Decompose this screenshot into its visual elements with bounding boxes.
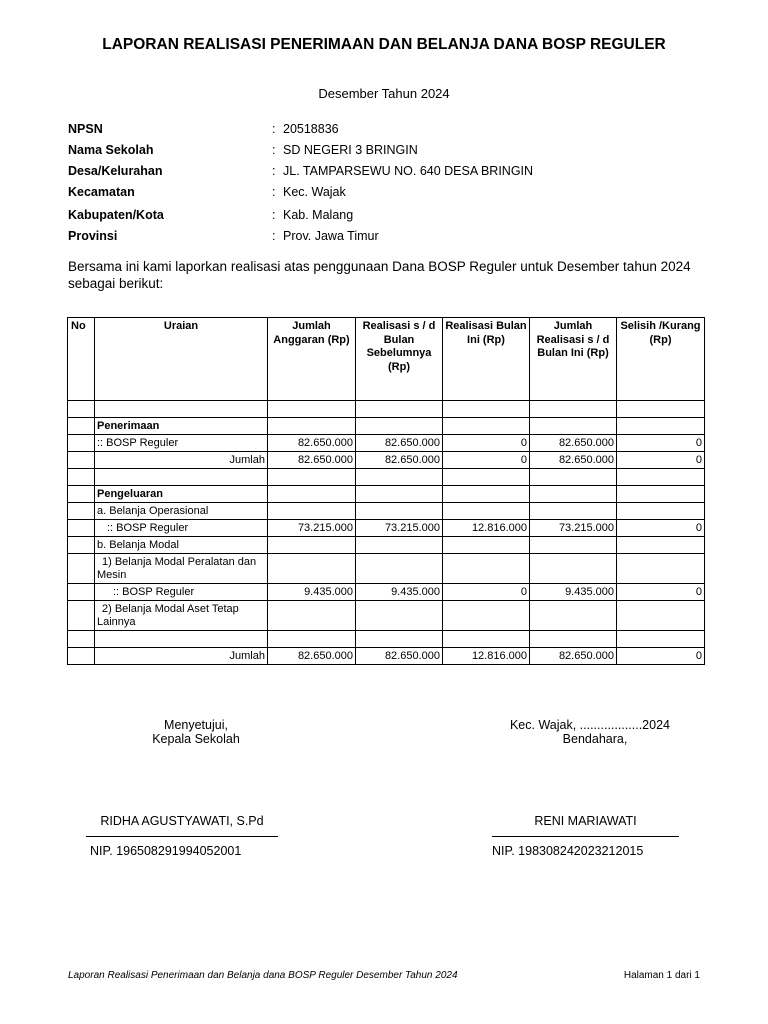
col-header-anggaran: Jumlah Anggaran (Rp) bbox=[268, 318, 356, 401]
table-row bbox=[68, 520, 705, 537]
intro-paragraph: Bersama ini kami laporkan realisasi atas penggunaan Dana BOSP Reguler untuk Desember tahun 2024 sebagai berikut: bbox=[68, 259, 691, 291]
table-row-empty bbox=[68, 401, 705, 418]
cell-selisih: 0 bbox=[617, 452, 705, 469]
cell-selisih: 0 bbox=[617, 435, 705, 452]
signer-role: Bendahara, bbox=[562, 732, 628, 746]
signature-block-right bbox=[500, 718, 670, 746]
table-row bbox=[68, 601, 705, 631]
cell-anggaran: 82.650.000 bbox=[268, 435, 356, 452]
cell-anggaran: 73.215.000 bbox=[268, 520, 356, 537]
col-header-realisasi-bulan: Realisasi Bulan Ini (Rp) bbox=[443, 318, 530, 401]
info-label: Kecamatan bbox=[68, 185, 135, 199]
cell-bulan: 0 bbox=[443, 584, 530, 601]
place-date: Kec. Wajak, ..................2024 bbox=[509, 718, 670, 732]
info-label: Desa/Kelurahan bbox=[68, 164, 163, 178]
signature-block-left bbox=[136, 718, 256, 746]
cell-sebelum: 82.650.000 bbox=[356, 435, 443, 452]
cell-selisih: 0 bbox=[617, 648, 705, 665]
info-value: 20518836 bbox=[283, 122, 339, 136]
report-period: Desember Tahun 2024 bbox=[318, 86, 450, 101]
cell-bulan: 12.816.000 bbox=[443, 520, 530, 537]
footer-document-title: Laporan Realisasi Penerimaan dan Belanja dana BOSP Reguler Desember Tahun 2024 bbox=[68, 970, 458, 981]
col-header-selisih: Selisih /Kurang (Rp) bbox=[617, 318, 705, 401]
table-row bbox=[68, 486, 705, 503]
table-row-empty bbox=[68, 631, 705, 648]
cell-sebelum: 9.435.000 bbox=[356, 584, 443, 601]
row-label: b. Belanja Modal bbox=[95, 537, 268, 554]
cell-anggaran: 82.650.000 bbox=[268, 648, 356, 665]
row-label: a. Belanja Operasional bbox=[95, 503, 268, 520]
page-title: LAPORAN REALISASI PENERIMAAN DAN BELANJA DANA BOSP REGULER bbox=[102, 36, 666, 53]
signer-name-right: RENI MARIAWATI bbox=[492, 814, 679, 837]
cell-jumlah: 82.650.000 bbox=[530, 452, 617, 469]
table-header-row bbox=[68, 318, 705, 401]
row-label: 2) Belanja Modal Aset Tetap Lainnya bbox=[95, 601, 268, 631]
row-label: :: BOSP Reguler bbox=[95, 435, 268, 452]
row-label: Jumlah bbox=[95, 452, 268, 469]
table-row bbox=[68, 503, 705, 520]
cell-bulan: 12.816.000 bbox=[443, 648, 530, 665]
table-row-total bbox=[68, 648, 705, 665]
nip-right: NIP. 198308242023212015 bbox=[492, 844, 644, 858]
section-penerimaan: Penerimaan bbox=[95, 418, 268, 435]
info-value: Kab. Malang bbox=[283, 208, 354, 222]
cell-selisih: 0 bbox=[617, 520, 705, 537]
info-label: Kabupaten/Kota bbox=[68, 208, 164, 222]
cell-anggaran: 82.650.000 bbox=[268, 452, 356, 469]
table-row-subtotal bbox=[68, 452, 705, 469]
cell-jumlah: 82.650.000 bbox=[530, 435, 617, 452]
row-label: :: BOSP Reguler bbox=[95, 520, 268, 537]
realisasi-table bbox=[67, 317, 705, 665]
info-label: Nama Sekolah bbox=[68, 143, 154, 157]
section-pengeluaran: Pengeluaran bbox=[95, 486, 268, 503]
info-value: Kec. Wajak bbox=[283, 185, 346, 199]
nip-left: NIP. 196508291994052001 bbox=[90, 844, 242, 858]
info-label: Provinsi bbox=[68, 229, 118, 243]
table-row bbox=[68, 418, 705, 435]
row-label: 1) Belanja Modal Peralatan dan Mesin bbox=[95, 554, 268, 584]
table-row bbox=[68, 435, 705, 452]
cell-bulan: 0 bbox=[443, 452, 530, 469]
table-row bbox=[68, 537, 705, 554]
table-row bbox=[68, 554, 705, 584]
row-label: :: BOSP Reguler bbox=[95, 584, 268, 601]
footer-page-number: Halaman 1 dari 1 bbox=[623, 970, 700, 981]
col-header-uraian: Uraian bbox=[95, 318, 268, 401]
table-row-empty bbox=[68, 469, 705, 486]
cell-selisih: 0 bbox=[617, 584, 705, 601]
col-header-jumlah-realisasi: Jumlah Realisasi s / d Bulan Ini (Rp) bbox=[530, 318, 617, 401]
cell-jumlah: 73.215.000 bbox=[530, 520, 617, 537]
cell-sebelum: 73.215.000 bbox=[356, 520, 443, 537]
signer-role: Kepala Sekolah bbox=[152, 732, 240, 746]
cell-jumlah: 82.650.000 bbox=[530, 648, 617, 665]
col-header-realisasi-sebelum: Realisasi s / d Bulan Sebelumnya (Rp) bbox=[356, 318, 443, 401]
cell-anggaran: 9.435.000 bbox=[268, 584, 356, 601]
cell-sebelum: 82.650.000 bbox=[356, 648, 443, 665]
info-label: NPSN bbox=[68, 122, 103, 136]
row-label: Jumlah bbox=[95, 648, 268, 665]
col-header-no: No bbox=[68, 318, 95, 401]
approval-text: Menyetujui, bbox=[164, 718, 228, 732]
table-row bbox=[68, 584, 705, 601]
info-value: SD NEGERI 3 BRINGIN bbox=[283, 143, 418, 157]
signer-name-left: RIDHA AGUSTYAWATI, S.Pd bbox=[86, 814, 278, 837]
cell-jumlah: 9.435.000 bbox=[530, 584, 617, 601]
info-value: JL. TAMPARSEWU NO. 640 DESA BRINGIN bbox=[283, 164, 534, 178]
cell-bulan: 0 bbox=[443, 435, 530, 452]
info-value: Prov. Jawa Timur bbox=[283, 229, 379, 243]
cell-sebelum: 82.650.000 bbox=[356, 452, 443, 469]
